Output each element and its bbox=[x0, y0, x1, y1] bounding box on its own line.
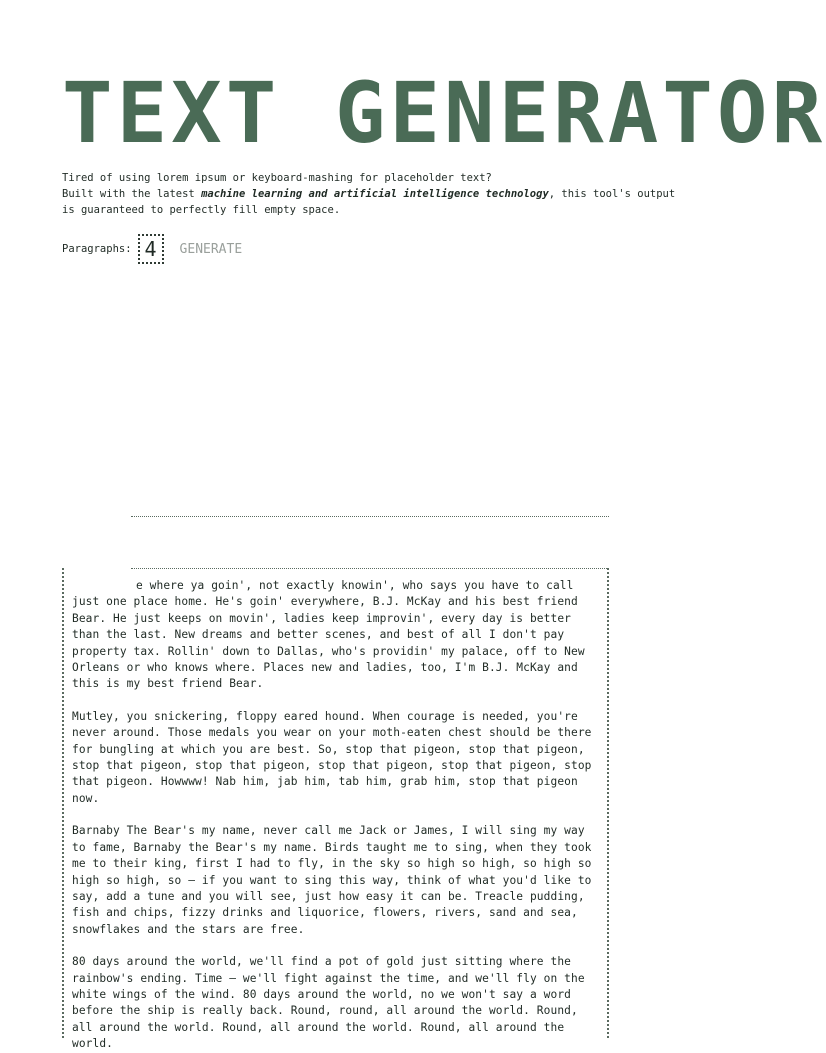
page-title: TEXT GENERATOR bbox=[62, 64, 826, 162]
intro-line-1: Tired of using lorem ipsum or keyboard-mashing for placeholder text? bbox=[62, 172, 492, 184]
intro-line-2-suffix: , this tool's output is guaranteed to perfectly fill empty space. bbox=[62, 188, 676, 216]
output-paragraph: Mutley, you snickering, floppy eared hound. When courage is needed, you're never around. Those medals you wear on your moth-eaten chest should be there for bungling at which you are best. So, stop that pigeon, stop that pigeon, stop that pigeon, stop that pigeon, stop that pigeon, stop that pigeon, stop that pigeon. Howwww! Nab him, jab him, tab him, grab him, stop that pigeon now. bbox=[72, 709, 592, 805]
output-paragraph: Barnaby The Bear's my name, never call me Jack or James, I will sing my way to fame, Barnaby the Bear's my name. Birds taught me to sing, when they took me to their king, first I had to fly, in the sky so high so high, so high so high so high, so — if you want to sing this way, think of what you'd like to say, add a tune and you will see, just how easy it can be. Treacle pudding, fish and chips, fizzy drinks and liquorice, flowers, rivers, sand and sea, snowflakes and the stars are free. bbox=[72, 824, 592, 936]
output-paragraph: 80 days around the world, we'll find a pot of gold just sitting where the rainbow's ending. Time — we'll fight against the time, and we'll fly on the white wings of the wind. 80 days around the world, no we won't say a word before the ship is really back. Round, round, all around the world. Round, all around the world. Round, all around the world. Round, all around the world. bbox=[72, 955, 585, 1051]
intro-text bbox=[62, 170, 692, 218]
paragraphs-label: Paragraphs: bbox=[62, 243, 132, 255]
generated-output bbox=[62, 568, 609, 1051]
intro-emphasis: machine learning and artificial intelligence technology bbox=[201, 188, 549, 200]
generator-controls bbox=[62, 232, 242, 266]
output-paragraph: e where ya goin', not exactly knowin', who says you have to call just one place home. He's goin' everywhere, B.J. McKay and his best friend Bear. He just keeps on movin', ladies keep improvin', every day is better than the last. New dreams and better scenes, and best of all I don't pay property tax. Rollin' down to Dallas, who's providin' my palace, off to New Orleans or who knows where. Places new and ladies, too, I'm B.J. McKay and this is my best friend Bear. bbox=[72, 579, 585, 691]
generate-button[interactable]: GENERATE bbox=[179, 241, 243, 257]
paragraphs-input[interactable] bbox=[138, 234, 164, 264]
intro-line-2-prefix: Built with the latest bbox=[62, 188, 202, 200]
divider bbox=[131, 516, 609, 517]
intro-line-2 bbox=[62, 186, 692, 218]
